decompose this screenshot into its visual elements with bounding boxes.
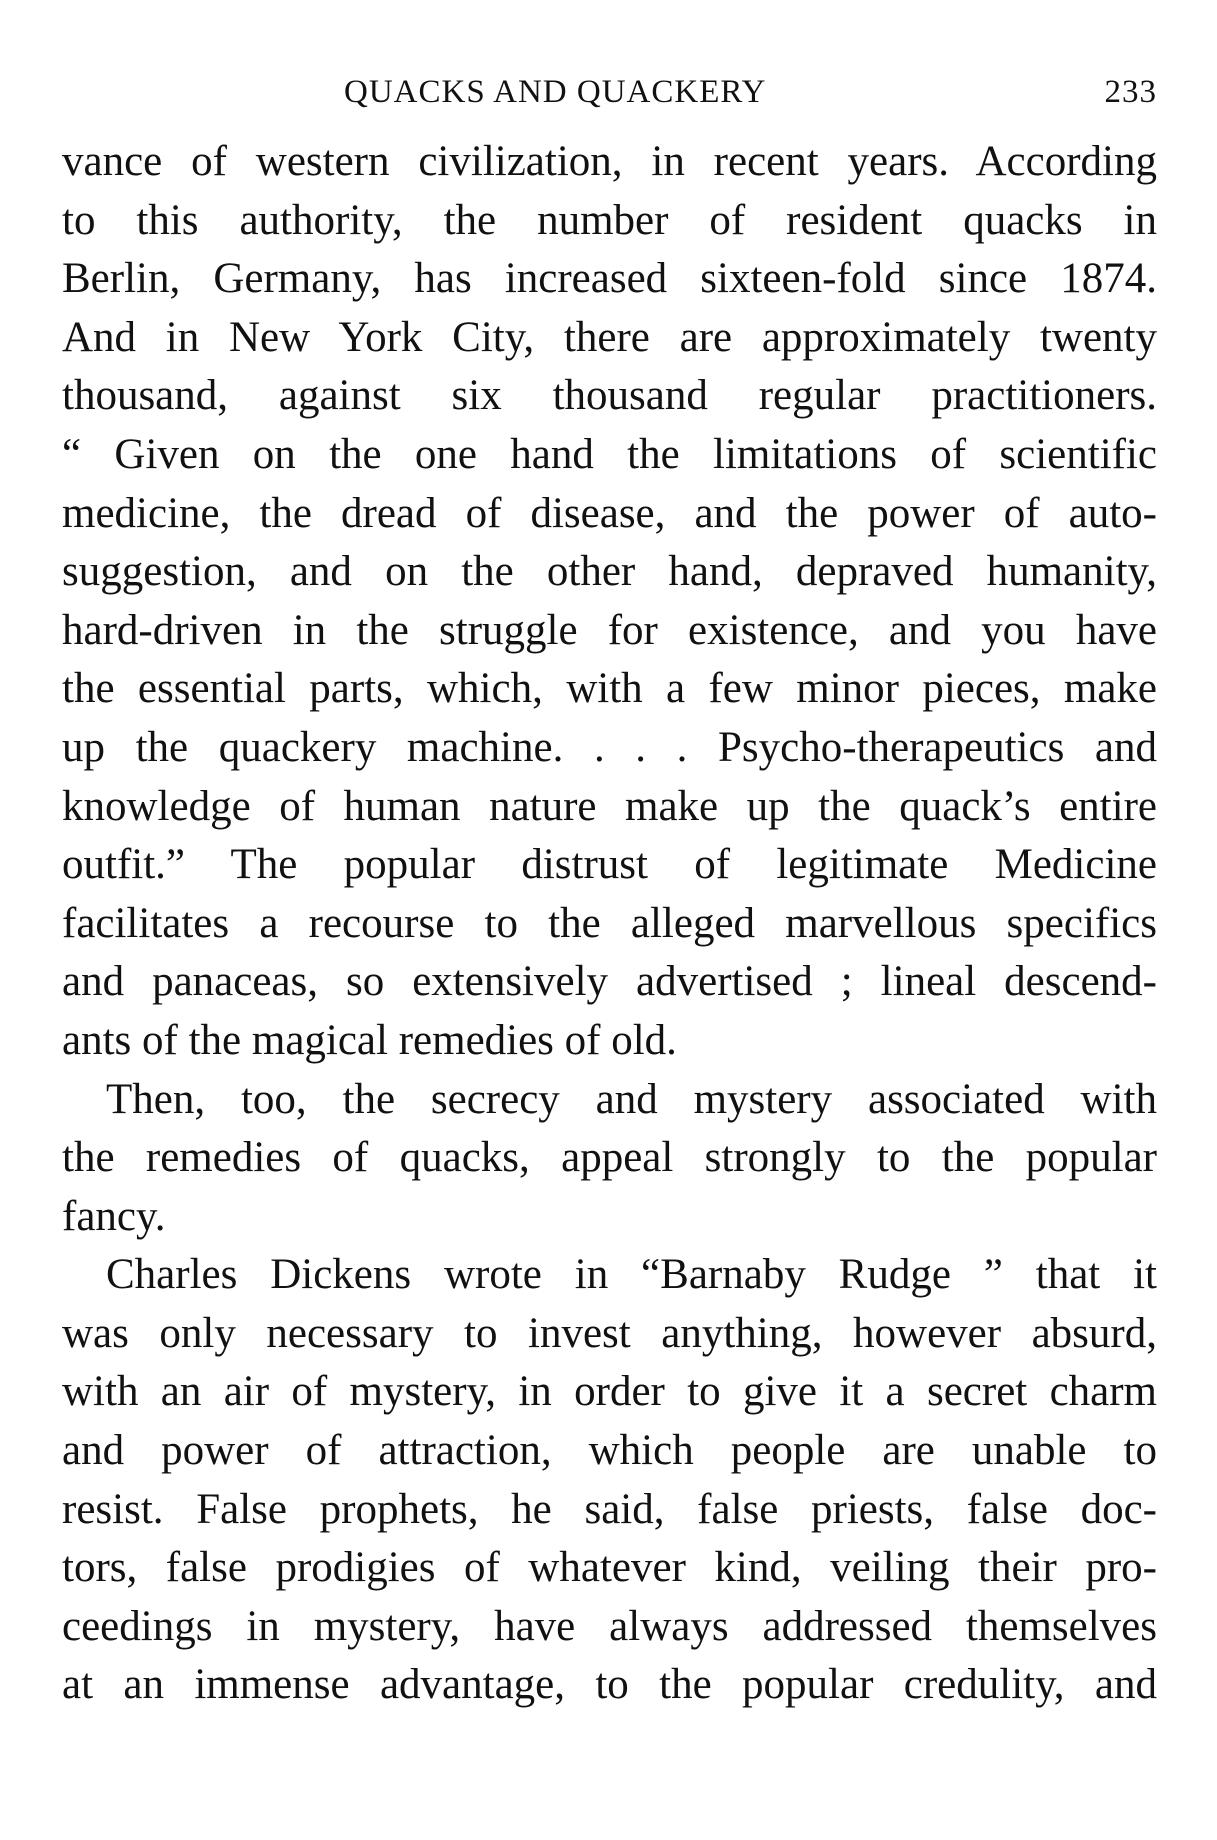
text-line: medicine, the dread of disease, and the power of auto- — [62, 489, 1157, 537]
text-line: tors, false prodigies of whatever kind, veiling their pro- — [62, 1544, 1157, 1592]
text-line: resist. False prophets, he said, false priests, false doc- — [62, 1485, 1157, 1533]
text-line: the remedies of quacks, appeal strongly to the popular — [62, 1134, 1157, 1182]
text-line: at an immense advantage, to the popular credulity, and — [62, 1661, 1157, 1709]
text-line: to this authority, the number of resident quacks in — [62, 196, 1157, 244]
text-line: thousand, against six thousand regular practitioners. — [62, 372, 1157, 420]
text-line: suggestion, and on the other hand, depraved humanity, — [62, 548, 1157, 596]
text-line: and power of attraction, which people are unable to — [62, 1427, 1157, 1475]
text-line: “ Given on the one hand the limitations of scientific — [62, 430, 1157, 478]
text-line: facilitates a recourse to the alleged marvellous specifics — [62, 899, 1157, 947]
text-line: up the quackery machine. . . . Psycho-therapeutics and — [62, 723, 1157, 771]
text-line: knowledge of human nature make up the quack’s entire — [62, 782, 1157, 830]
text-line: Then, too, the secrecy and mystery associated with — [106, 1075, 1157, 1123]
page-number: 233 — [1104, 74, 1157, 110]
running-head: QUACKS AND QUACKERY — [344, 74, 767, 110]
text-line: Charles Dickens wrote in “Barnaby Rudge ” that it — [106, 1251, 1157, 1299]
text-line: fancy. — [62, 1192, 166, 1240]
body-text — [62, 133, 1157, 1715]
text-line: outfit.” The popular distrust of legitimate Medicine — [62, 841, 1157, 889]
text-line: with an air of mystery, in order to give it a secret charm — [62, 1368, 1157, 1416]
text-line: the essential parts, which, with a few minor pieces, make — [62, 665, 1157, 713]
text-line: Berlin, Germany, has increased sixteen-fold since 1874. — [62, 255, 1157, 303]
text-line: vance of western civilization, in recent years. According — [62, 138, 1157, 185]
text-line: And in New York City, there are approximately twenty — [62, 313, 1157, 361]
text-line: hard-driven in the struggle for existence, and you have — [62, 606, 1157, 654]
text-line: and panaceas, so extensively advertised ; lineal descend- — [62, 958, 1157, 1006]
page-header — [62, 74, 1157, 124]
text-line: was only necessary to invest anything, however absurd, — [62, 1309, 1157, 1357]
text-line: ants of the magical remedies of old. — [62, 1016, 677, 1064]
text-line: ceedings in mystery, have always addressed themselves — [62, 1602, 1157, 1650]
